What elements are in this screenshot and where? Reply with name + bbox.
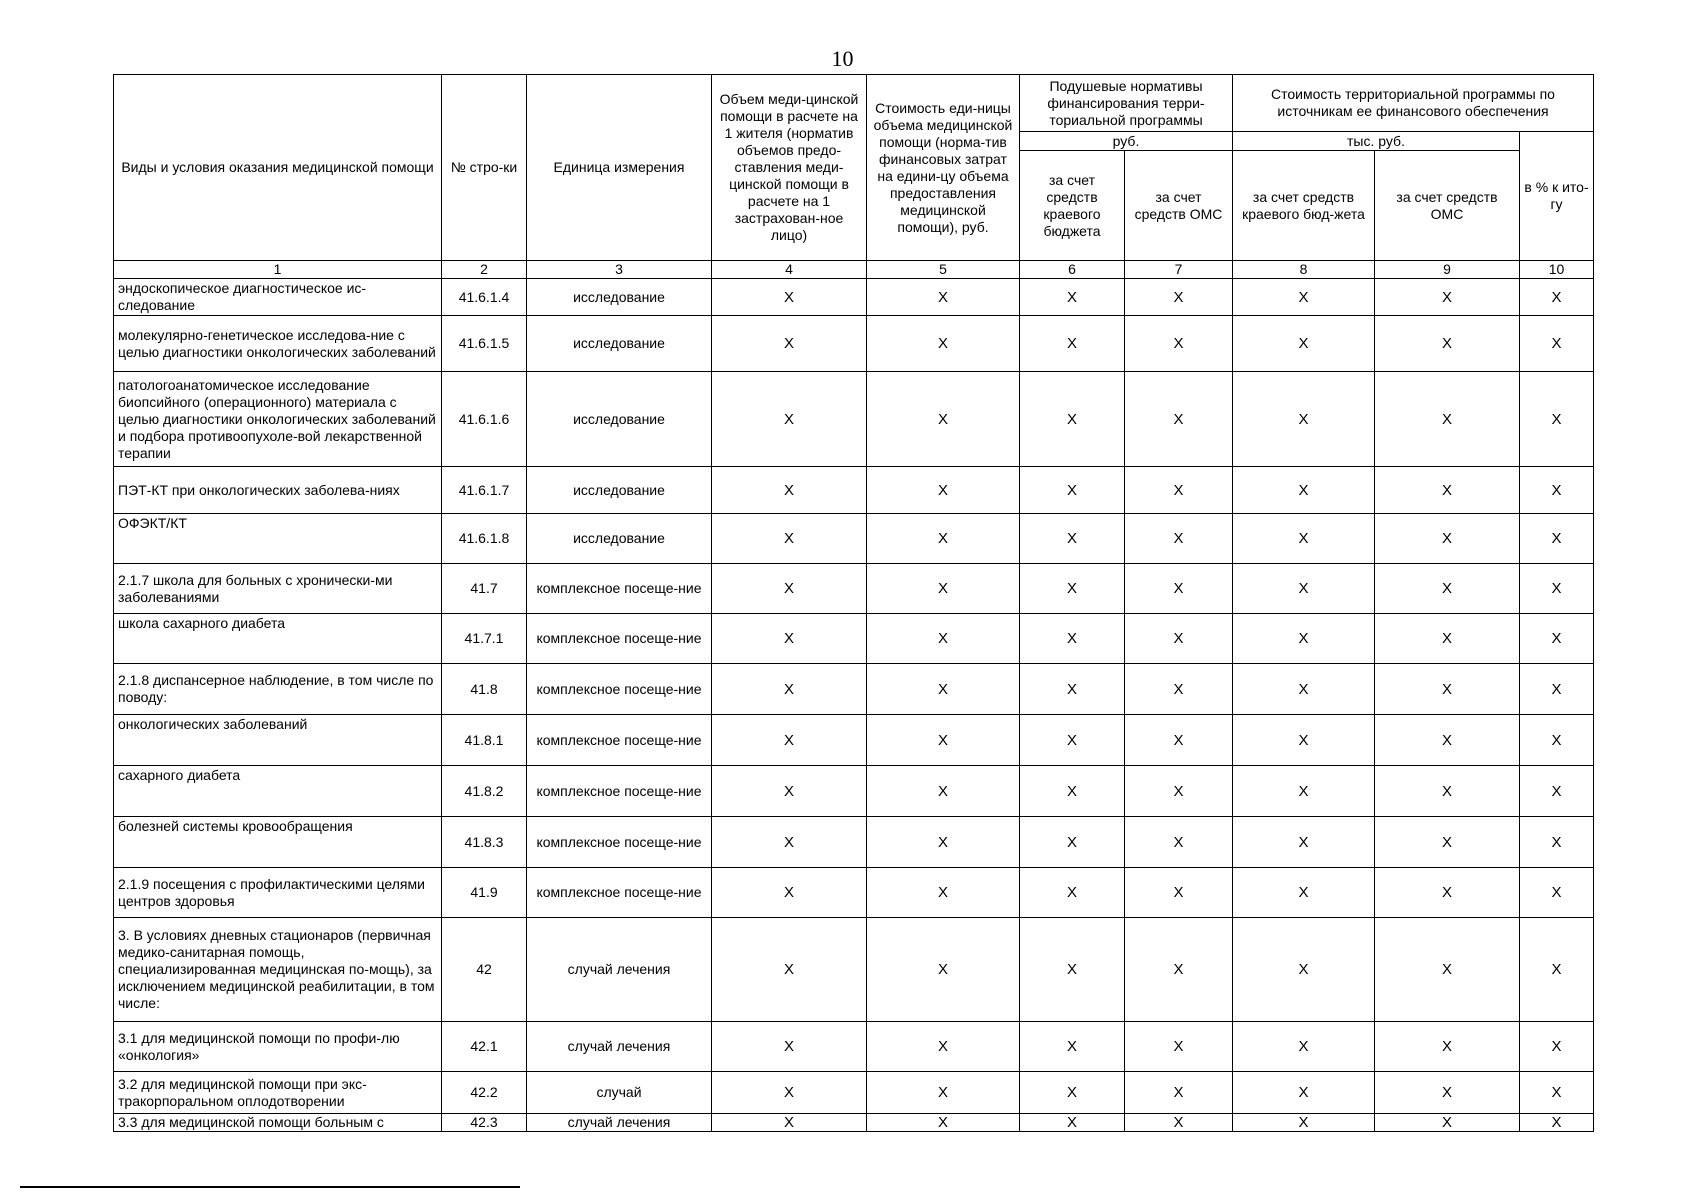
row-line: 41.8.3 [442, 817, 527, 868]
row-value: X [867, 372, 1020, 467]
row-value: X [1520, 564, 1594, 614]
row-value: X [867, 1022, 1020, 1072]
column-number-row [114, 261, 1594, 279]
row-value: X [1520, 372, 1594, 467]
row-value: X [1520, 918, 1594, 1022]
row-value: X [1375, 868, 1520, 918]
row-value: X [867, 868, 1020, 918]
row-value: X [1520, 514, 1594, 564]
row-value: X [1520, 1114, 1594, 1132]
row-value: X [712, 817, 867, 868]
page-number: 10 [831, 46, 854, 71]
row-value: X [712, 1072, 867, 1114]
row-value: X [1233, 918, 1375, 1022]
row-value: X [712, 614, 867, 664]
row-value: X [867, 817, 1020, 868]
row-value: X [1125, 766, 1233, 817]
row-value: X [1125, 316, 1233, 372]
row-value: X [1125, 514, 1233, 564]
row-name: онкологических заболеваний [114, 715, 442, 766]
row-value: X [712, 316, 867, 372]
row-value: X [712, 514, 867, 564]
header-unit-rub: руб. [1020, 132, 1233, 151]
header-regional-budget: за счет средств краевого бюджета [1020, 151, 1125, 261]
row-value: X [1125, 372, 1233, 467]
row-line: 41.6.1.4 [442, 279, 527, 316]
table-row [114, 316, 1594, 372]
row-line: 42.1 [442, 1022, 527, 1072]
row-line: 41.7 [442, 564, 527, 614]
row-unit: исследование [527, 467, 712, 514]
table-row [114, 514, 1594, 564]
column-number: 3 [527, 261, 712, 279]
row-value: X [867, 918, 1020, 1022]
row-value: X [867, 514, 1020, 564]
row-value: X [1020, 1022, 1125, 1072]
row-value: X [712, 279, 867, 316]
row-name: патологоанатомическое исследование биопсийного (операционного) материала с целью диагностики онкологических заболеваний и подбора противоопухоле-вой лекарственной терапии [114, 372, 442, 467]
row-name: 3.3 для медицинской помощи больным с [114, 1114, 442, 1132]
row-value: X [1020, 715, 1125, 766]
table-row [114, 372, 1594, 467]
row-value: X [1125, 918, 1233, 1022]
row-value: X [1020, 766, 1125, 817]
row-value: X [1233, 279, 1375, 316]
table-row [114, 467, 1594, 514]
row-value: X [1520, 614, 1594, 664]
header-oms-cost: за счет средств ОМС [1375, 151, 1520, 261]
row-value: X [1375, 817, 1520, 868]
row-value: X [867, 614, 1020, 664]
row-value: X [1020, 316, 1125, 372]
row-value: X [1233, 1072, 1375, 1114]
column-number: 10 [1520, 261, 1594, 279]
row-unit: комплексное посеще-ние [527, 817, 712, 868]
row-value: X [1233, 1114, 1375, 1132]
row-value: X [1233, 868, 1375, 918]
row-line: 41.9 [442, 868, 527, 918]
column-number: 7 [1125, 261, 1233, 279]
row-value: X [1020, 868, 1125, 918]
row-name: молекулярно-генетическое исследова-ние с целью диагностики онкологических заболеваний [114, 316, 442, 372]
row-unit: исследование [527, 514, 712, 564]
row-name: 2.1.8 диспансерное наблюдение, в том числе по поводу: [114, 664, 442, 715]
row-value: X [1020, 918, 1125, 1022]
row-name: 2.1.7 школа для больных с хронически-ми заболеваниями [114, 564, 442, 614]
row-line: 41.8 [442, 664, 527, 715]
row-line: 41.8.2 [442, 766, 527, 817]
header-kinds: Виды и условия оказания медицинской помощи [114, 75, 442, 261]
row-value: X [1233, 664, 1375, 715]
row-value: X [1020, 664, 1125, 715]
row-unit: случай лечения [527, 1114, 712, 1132]
row-value: X [867, 1072, 1020, 1114]
row-value: X [1520, 766, 1594, 817]
header-unit-thousand-rub: тыс. руб. [1233, 132, 1520, 151]
row-unit: случай [527, 1072, 712, 1114]
header-line-number: № стро-ки [442, 75, 527, 261]
footer-divider [20, 1186, 520, 1188]
row-value: X [867, 715, 1020, 766]
row-line: 41.8.1 [442, 715, 527, 766]
budget-table [113, 74, 1594, 1132]
row-name: 3.2 для медицинской помощи при экс-тракорпоральном оплодотворении [114, 1072, 442, 1114]
row-value: X [712, 715, 867, 766]
row-value: X [1520, 316, 1594, 372]
header-volume: Объем меди-цинской помощи в расчете на 1 жителя (норматив объемов предо-ставления меди-цинской помощи в расчете на 1 застрахован-ное лицо) [712, 75, 867, 261]
row-name: болезней системы кровообращения [114, 817, 442, 868]
row-unit: комплексное посеще-ние [527, 664, 712, 715]
header-unit-cost: Стоимость еди-ницы объема медицинской помощи (норма-тив финансовых затрат на едини-цу объема предоставления медицинской помощи), руб. [867, 75, 1020, 261]
row-value: X [712, 918, 867, 1022]
row-name: эндоскопическое диагностическое ис-следование [114, 279, 442, 316]
column-number: 6 [1020, 261, 1125, 279]
row-unit: комплексное посеще-ние [527, 766, 712, 817]
header-regional-budget-cost: за счет средств краевого бюд-жета [1233, 151, 1375, 261]
row-value: X [867, 467, 1020, 514]
row-value: X [1375, 514, 1520, 564]
row-value: X [1125, 1022, 1233, 1072]
row-value: X [1020, 564, 1125, 614]
header-norms-group: Подушевые нормативы финансирования терри-ториальной программы [1020, 75, 1233, 132]
table-row [114, 715, 1594, 766]
row-value: X [1233, 564, 1375, 614]
row-value: X [1375, 715, 1520, 766]
row-value: X [712, 467, 867, 514]
row-name: 2.1.9 посещения с профилактическими целями центров здоровья [114, 868, 442, 918]
row-value: X [1375, 279, 1520, 316]
row-value: X [1375, 372, 1520, 467]
row-value: X [1375, 564, 1520, 614]
row-value: X [1520, 1022, 1594, 1072]
column-number: 4 [712, 261, 867, 279]
header-oms: за счет средств ОМС [1125, 151, 1233, 261]
row-value: X [1233, 715, 1375, 766]
row-line: 41.6.1.6 [442, 372, 527, 467]
row-line: 41.6.1.7 [442, 467, 527, 514]
row-value: X [1125, 467, 1233, 514]
table-row [114, 817, 1594, 868]
row-value: X [1375, 1022, 1520, 1072]
row-value: X [712, 372, 867, 467]
row-value: X [867, 564, 1020, 614]
row-unit: случай лечения [527, 1022, 712, 1072]
row-unit: комплексное посеще-ние [527, 564, 712, 614]
row-value: X [1125, 715, 1233, 766]
row-value: X [1020, 1072, 1125, 1114]
column-number: 2 [442, 261, 527, 279]
column-number: 1 [114, 261, 442, 279]
table-row [114, 868, 1594, 918]
row-value: X [1520, 279, 1594, 316]
row-value: X [1020, 614, 1125, 664]
header-unit: Единица измерения [527, 75, 712, 261]
row-name: школа сахарного диабета [114, 614, 442, 664]
row-value: X [1520, 664, 1594, 715]
row-value: X [867, 664, 1020, 715]
row-value: X [867, 766, 1020, 817]
row-value: X [1375, 467, 1520, 514]
row-unit: исследование [527, 316, 712, 372]
column-number: 5 [867, 261, 1020, 279]
row-unit: комплексное посеще-ние [527, 614, 712, 664]
table-row [114, 279, 1594, 316]
row-name: 3.1 для медицинской помощи по профи-лю «онкология» [114, 1022, 442, 1072]
row-value: X [867, 316, 1020, 372]
table-row [114, 614, 1594, 664]
row-line: 42.3 [442, 1114, 527, 1132]
table-row [114, 918, 1594, 1022]
column-number: 8 [1233, 261, 1375, 279]
row-value: X [1233, 467, 1375, 514]
table-row [114, 1022, 1594, 1072]
row-value: X [1125, 817, 1233, 868]
row-value: X [1125, 664, 1233, 715]
row-value: X [1375, 1072, 1520, 1114]
table-row [114, 766, 1594, 817]
row-value: X [712, 564, 867, 614]
row-unit: исследование [527, 372, 712, 467]
row-value: X [1125, 1114, 1233, 1132]
row-unit: комплексное посеще-ние [527, 868, 712, 918]
row-value: X [712, 766, 867, 817]
row-value: X [1020, 514, 1125, 564]
row-value: X [867, 1114, 1020, 1132]
table-row [114, 664, 1594, 715]
row-value: X [1375, 918, 1520, 1022]
row-value: X [1520, 817, 1594, 868]
row-value: X [1520, 467, 1594, 514]
header-cost-group: Стоимость территориальной программы по источникам ее финансового обеспечения [1233, 75, 1594, 132]
row-line: 41.7.1 [442, 614, 527, 664]
table-row [114, 564, 1594, 614]
row-value: X [867, 279, 1020, 316]
row-value: X [1233, 817, 1375, 868]
row-value: X [1375, 766, 1520, 817]
row-value: X [1125, 868, 1233, 918]
row-value: X [1233, 614, 1375, 664]
row-value: X [1125, 1072, 1233, 1114]
row-value: X [1375, 614, 1520, 664]
row-value: X [1233, 1022, 1375, 1072]
column-number: 9 [1375, 261, 1520, 279]
row-line: 42 [442, 918, 527, 1022]
table-row [114, 1072, 1594, 1114]
header-row-1 [114, 75, 1594, 132]
row-value: X [1375, 1114, 1520, 1132]
row-name: ОФЭКТ/КТ [114, 514, 442, 564]
row-line: 41.6.1.8 [442, 514, 527, 564]
header-percent: в % к ито-гу [1520, 132, 1594, 261]
row-value: X [1375, 664, 1520, 715]
row-value: X [1375, 316, 1520, 372]
row-value: X [1520, 868, 1594, 918]
row-name: сахарного диабета [114, 766, 442, 817]
row-value: X [1125, 279, 1233, 316]
row-value: X [1125, 614, 1233, 664]
row-value: X [1233, 372, 1375, 467]
row-value: X [1125, 564, 1233, 614]
row-value: X [1233, 766, 1375, 817]
row-unit: случай лечения [527, 918, 712, 1022]
row-value: X [1020, 817, 1125, 868]
row-value: X [1020, 372, 1125, 467]
row-name: ПЭТ-КТ при онкологических заболева-ниях [114, 467, 442, 514]
row-line: 41.6.1.5 [442, 316, 527, 372]
row-value: X [1233, 316, 1375, 372]
row-value: X [1020, 279, 1125, 316]
row-value: X [1020, 467, 1125, 514]
table-row [114, 1114, 1594, 1132]
row-value: X [712, 1114, 867, 1132]
row-value: X [712, 1022, 867, 1072]
row-value: X [712, 664, 867, 715]
row-value: X [1520, 1072, 1594, 1114]
row-value: X [1233, 514, 1375, 564]
row-unit: исследование [527, 279, 712, 316]
row-unit: комплексное посеще-ние [527, 715, 712, 766]
row-value: X [1520, 715, 1594, 766]
row-value: X [712, 868, 867, 918]
row-value: X [1020, 1114, 1125, 1132]
row-name: 3. В условиях дневных стационаров (первичная медико-санитарная помощь, специализированная медицинская по-мощь), за исключением медицинской реабилитации, в том числе: [114, 918, 442, 1022]
row-line: 42.2 [442, 1072, 527, 1114]
